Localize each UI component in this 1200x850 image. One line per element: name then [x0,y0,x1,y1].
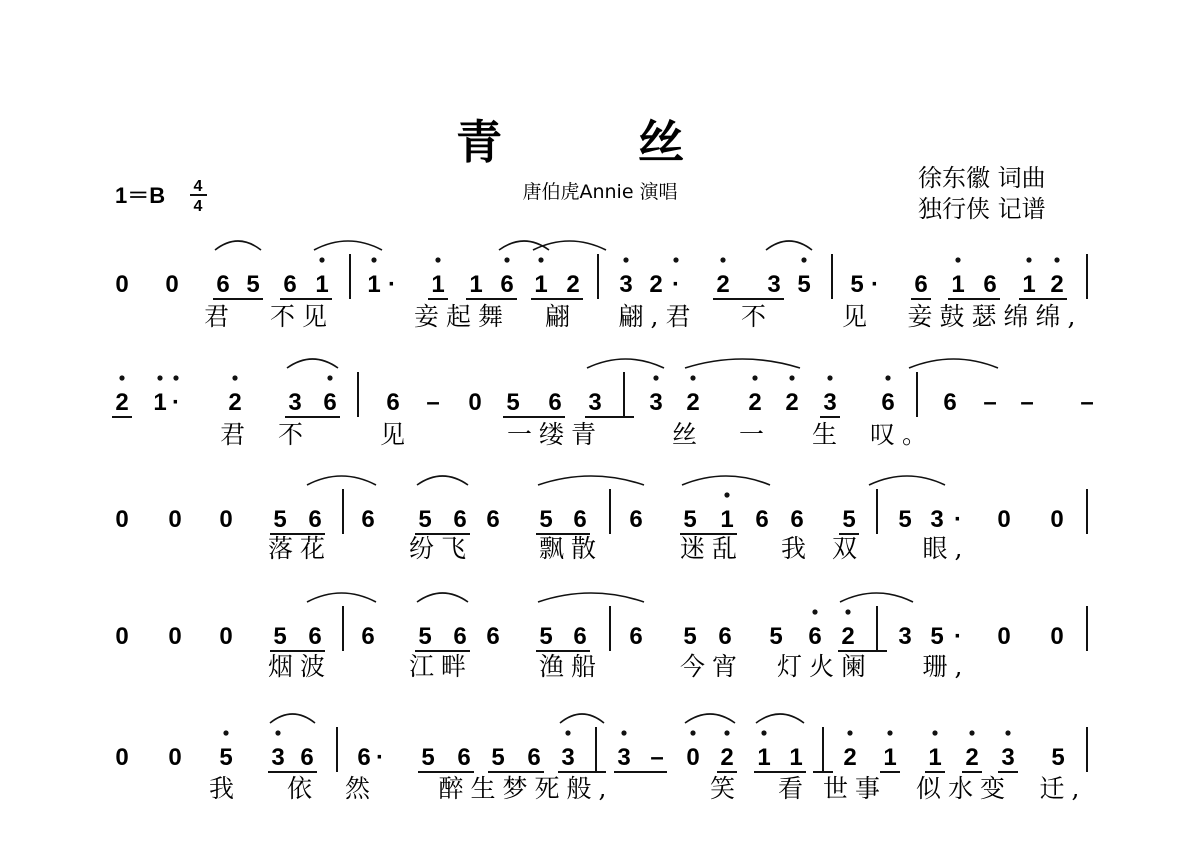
lyric: 灯火阑 [776,652,874,681]
note: 6 [548,389,562,416]
lyric: 迷乱 [679,534,745,563]
lyric: 翩 [544,302,578,331]
note: 2 [649,271,663,298]
note: 6 [914,271,928,298]
note: 0 [219,506,233,533]
note: 5 [219,744,233,771]
octave-dot [504,257,509,262]
note: 3 [588,389,602,416]
octave-dot [157,375,162,380]
slur [287,359,338,368]
lyric: 我 [208,774,242,803]
slur [840,593,913,602]
note: 1 [757,744,771,771]
octave-dot [119,375,124,380]
lyric: 依 [286,774,320,803]
slur [538,593,644,602]
note: 5 [539,623,553,650]
note: 3 [561,744,575,771]
slur [909,359,998,368]
note: 3 [930,506,944,533]
octave-dot [173,375,178,380]
note: 6 [500,271,514,298]
note: – [650,744,664,771]
note: 1 [883,744,897,771]
note: 0 [165,271,179,298]
note: 0 [115,506,129,533]
note: 2 [686,389,700,416]
note: 5 [418,506,432,533]
lyric: 不见 [269,302,335,331]
note: 0 [115,271,129,298]
lyric: 飘散 [538,534,604,563]
note: 1 [153,389,167,416]
note: 1 [534,271,548,298]
note: 6 [755,506,769,533]
note: 0 [115,744,129,771]
lyric: 珊, [922,652,970,681]
note: 6 [527,744,541,771]
note: 6 [323,389,337,416]
performer-credit: 唐伯虎Annie 演唱 [522,181,678,203]
note: 2 [720,744,734,771]
note: 1 [315,271,329,298]
slur [307,593,376,602]
lyric: 一缕青 [506,420,604,449]
note: 2 [115,389,129,416]
note: 5 [930,623,944,650]
note: 0 [1050,623,1064,650]
octave-dot [223,730,228,735]
slur [533,241,606,250]
octave-dot [371,257,376,262]
lyric: 然 [344,774,378,803]
octave-dot [752,375,757,380]
note: 6 [486,623,500,650]
slur [215,241,261,250]
octave-dot [565,730,570,735]
lyric: 双 [831,534,865,563]
lyric: 渔船 [538,652,604,681]
slur [756,714,804,723]
lyric: 迁, [1039,774,1087,803]
note: 6 [453,506,467,533]
lyric: 烟波 [267,652,333,681]
slur [417,593,468,602]
lyric: 似水变 [915,774,1013,803]
note: 3 [823,389,837,416]
lyric: 一 [738,420,772,449]
octave-dot [319,257,324,262]
octave-dot [969,730,974,735]
note: 1 [928,744,942,771]
lyric: 眼, [922,534,970,563]
octave-dot [761,730,766,735]
note: 3 [619,271,633,298]
lyric: 见 [379,420,413,449]
note: 1 [431,271,445,298]
note: 0 [115,623,129,650]
slur [682,476,770,485]
lyric: 君 [203,302,237,331]
lyric: 我 [780,534,814,563]
octave-dot [724,492,729,497]
note: 0 [168,744,182,771]
lyrics-music-credit: 徐东徽 词曲 [918,164,1046,192]
lyric: 见 [841,302,875,331]
slur [417,476,468,485]
octave-dot [724,730,729,735]
time-signature-bottom: 4 [193,198,203,215]
note: 0 [468,389,482,416]
note: 5 [683,506,697,533]
note: 6 [943,389,957,416]
note: 6 [573,506,587,533]
note: 5 [491,744,505,771]
note: 2 [1050,271,1064,298]
note: 5 [769,623,783,650]
octave-dot [673,257,678,262]
note: · [954,623,962,650]
note: 3 [767,271,781,298]
note: 5 [898,506,912,533]
slur [307,476,376,485]
note: 2 [785,389,799,416]
note: 1 [789,744,803,771]
note: 5 [273,506,287,533]
octave-dot [720,257,725,262]
note: 5 [418,623,432,650]
note: – [426,389,440,416]
octave-dot [538,257,543,262]
note: 5 [273,623,287,650]
note: 0 [997,623,1011,650]
note: 6 [308,623,322,650]
note: · [172,389,180,416]
note: 5 [421,744,435,771]
note: 6 [361,623,375,650]
note: 1 [469,271,483,298]
note: 3 [898,623,912,650]
octave-dot [690,730,695,735]
note: 6 [629,506,643,533]
note: 6 [808,623,822,650]
lyric: 笑 [709,774,743,803]
note: 1 [720,506,734,533]
note: 3 [649,389,663,416]
note: 0 [168,506,182,533]
lyric: 醉生梦死般, [438,774,614,803]
octave-dot [327,375,332,380]
lyric: 不 [277,420,311,449]
note: 2 [965,744,979,771]
note: · [871,271,879,298]
note: 6 [283,271,297,298]
octave-dot [1054,257,1059,262]
octave-dot [623,257,628,262]
score-header [115,115,1046,223]
slur [270,714,315,723]
slur [587,359,664,368]
octave-dot [621,730,626,735]
octave-dot [847,730,852,735]
note: 1 [1022,271,1036,298]
note: 5 [797,271,811,298]
note: 0 [168,623,182,650]
octave-dot [827,375,832,380]
note: 0 [1050,506,1064,533]
note: 6 [386,389,400,416]
lyric: 君 [219,420,253,449]
note: 5 [539,506,553,533]
octave-dot [435,257,440,262]
slur [869,476,945,485]
octave-dot [885,375,890,380]
note: 6 [881,389,895,416]
key-signature: 1＝B [115,183,166,208]
lyric: 不 [740,302,774,331]
note: 2 [841,623,855,650]
transcriber-credit: 独行侠 记谱 [918,195,1046,223]
note: 0 [686,744,700,771]
note: – [1080,389,1094,416]
note: · [672,271,680,298]
lyric: 叹。 [869,420,935,449]
lyric: 落花 [267,534,333,563]
note: 6 [357,744,371,771]
note: 3 [271,744,285,771]
octave-dot [1026,257,1031,262]
slur [560,714,604,723]
lyric: 丝 [671,420,705,449]
lyric: 世事 [822,774,888,803]
octave-dot [690,375,695,380]
slur [685,714,735,723]
note: 6 [573,623,587,650]
lyric: 纷飞 [408,534,474,563]
note: · [376,744,384,771]
note: 6 [216,271,230,298]
lyric: 今宵 [679,652,745,681]
note: 5 [842,506,856,533]
octave-dot [789,375,794,380]
note: 2 [566,271,580,298]
octave-dot [1005,730,1010,735]
note: 6 [486,506,500,533]
note: 5 [1051,744,1065,771]
note: 0 [997,506,1011,533]
note: 6 [361,506,375,533]
octave-dot [232,375,237,380]
note: 2 [748,389,762,416]
note: – [983,389,997,416]
note: 2 [843,744,857,771]
octave-dot [955,257,960,262]
note: 2 [228,389,242,416]
note: · [954,506,962,533]
note: 3 [288,389,302,416]
note: 6 [718,623,732,650]
lyric: 江畔 [408,652,474,681]
lyric: 看 [777,774,811,803]
note: 6 [453,623,467,650]
note: 6 [790,506,804,533]
time-signature-top: 4 [193,178,203,195]
octave-dot [845,609,850,614]
octave-dot [887,730,892,735]
octave-dot [275,730,280,735]
octave-dot [812,609,817,614]
octave-dot [932,730,937,735]
note: 2 [716,271,730,298]
song-title: 青 丝 [455,115,745,169]
lyric: 翩,君 [618,302,698,331]
lyric: 妾起舞 [413,302,511,331]
note: 6 [308,506,322,533]
note: 1 [951,271,965,298]
slur [685,359,800,368]
slur [538,476,644,485]
note: – [1020,389,1034,416]
octave-dot [801,257,806,262]
note: 0 [219,623,233,650]
note: 5 [683,623,697,650]
lyric: 生 [811,420,845,449]
note: 6 [629,623,643,650]
note: 3 [617,744,631,771]
note: 6 [300,744,314,771]
slur [314,241,382,250]
note: 6 [983,271,997,298]
octave-dot [653,375,658,380]
lyric: 妾鼓瑟绵绵, [907,302,1083,331]
slur [766,241,812,250]
note: 6 [457,744,471,771]
note: 5 [506,389,520,416]
note: 5 [246,271,260,298]
note: 5 [850,271,864,298]
notation-staff [112,241,1094,803]
note: 3 [1001,744,1015,771]
note: 1 [367,271,381,298]
note: · [388,271,396,298]
